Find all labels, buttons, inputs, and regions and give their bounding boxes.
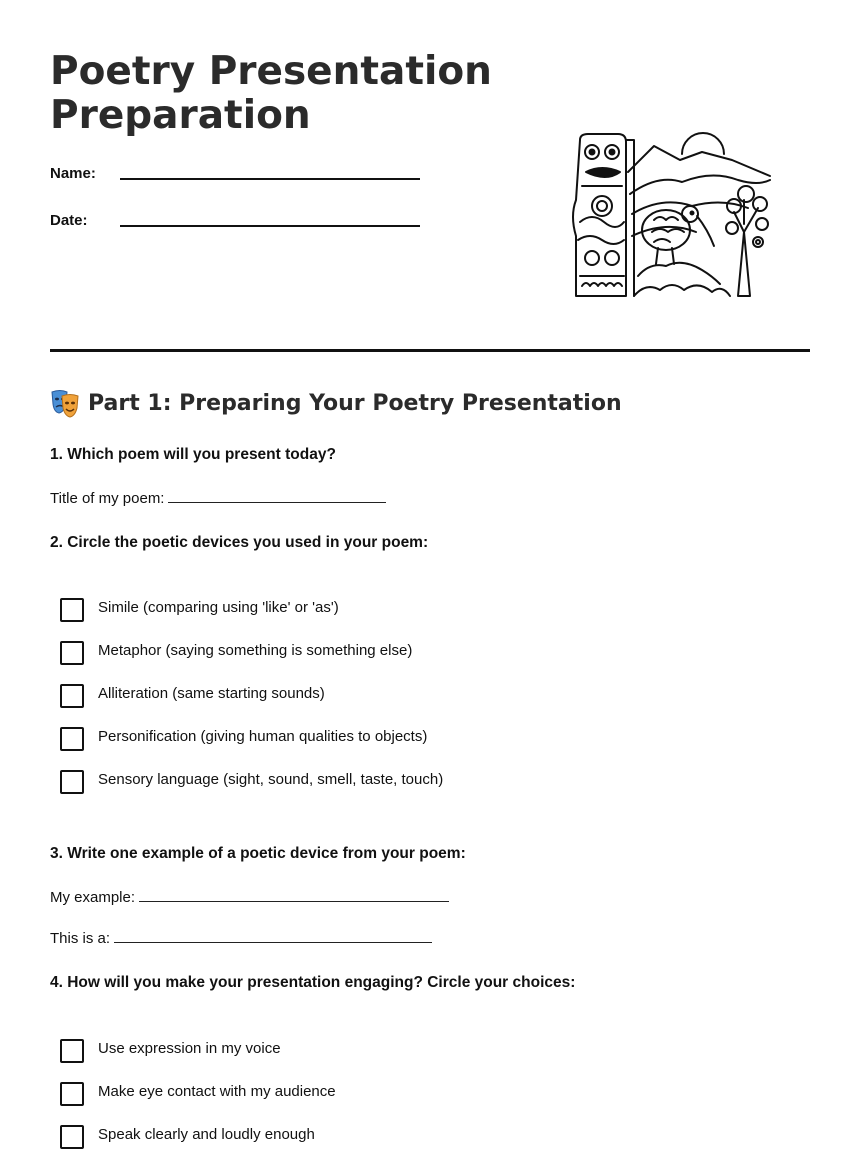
section-1-title: Part 1: Preparing Your Poetry Presentation	[88, 390, 622, 416]
example-field[interactable]	[139, 887, 449, 902]
example-label: My example:	[50, 889, 136, 906]
title-line-2: Preparation	[50, 93, 311, 138]
theater-masks-icon	[50, 388, 80, 418]
date-label: Date:	[50, 212, 88, 229]
option-label: Metaphor (saying something is something else)	[98, 642, 413, 659]
option-label: Simile (comparing using 'like' or 'as')	[98, 599, 339, 616]
question-2: 2. Circle the poetic devices you used in your poem:	[50, 534, 429, 551]
name-label: Name:	[50, 165, 96, 182]
option-label: Use expression in my voice	[98, 1040, 281, 1057]
date-field[interactable]	[120, 225, 420, 227]
option-label: Sensory language (sight, sound, smell, taste, touch)	[98, 771, 444, 788]
example-row	[50, 887, 449, 906]
maori-landscape-illustration-icon	[562, 116, 776, 306]
checkbox-expression[interactable]	[60, 1039, 84, 1063]
device-type-field[interactable]	[114, 928, 432, 943]
poem-title-field[interactable]	[168, 488, 386, 503]
page-title	[50, 50, 510, 138]
checkbox-metaphor[interactable]	[60, 641, 84, 665]
checkbox-simile[interactable]	[60, 598, 84, 622]
section-divider	[50, 349, 810, 352]
option-label: Make eye contact with my audience	[98, 1083, 336, 1100]
question-3: 3. Write one example of a poetic device from your poem:	[50, 845, 466, 862]
section-1-heading	[50, 388, 622, 418]
checkbox-alliteration[interactable]	[60, 684, 84, 708]
poem-title-label: Title of my poem:	[50, 490, 165, 507]
option-label: Personification (giving human qualities to objects)	[98, 728, 428, 745]
name-field[interactable]	[120, 178, 420, 180]
option-label: Alliteration (same starting sounds)	[98, 685, 325, 702]
checkbox-personification[interactable]	[60, 727, 84, 751]
checkbox-sensory-language[interactable]	[60, 770, 84, 794]
device-type-label: This is a:	[50, 930, 111, 947]
poem-title-row	[50, 488, 386, 507]
title-line-1: Poetry Presentation	[50, 49, 492, 94]
device-type-row	[50, 928, 432, 947]
checkbox-speak-clearly[interactable]	[60, 1125, 84, 1149]
checkbox-eye-contact[interactable]	[60, 1082, 84, 1106]
question-4: 4. How will you make your presentation engaging? Circle your choices:	[50, 974, 576, 991]
option-label: Speak clearly and loudly enough	[98, 1126, 315, 1143]
question-1: 1. Which poem will you present today?	[50, 446, 336, 463]
